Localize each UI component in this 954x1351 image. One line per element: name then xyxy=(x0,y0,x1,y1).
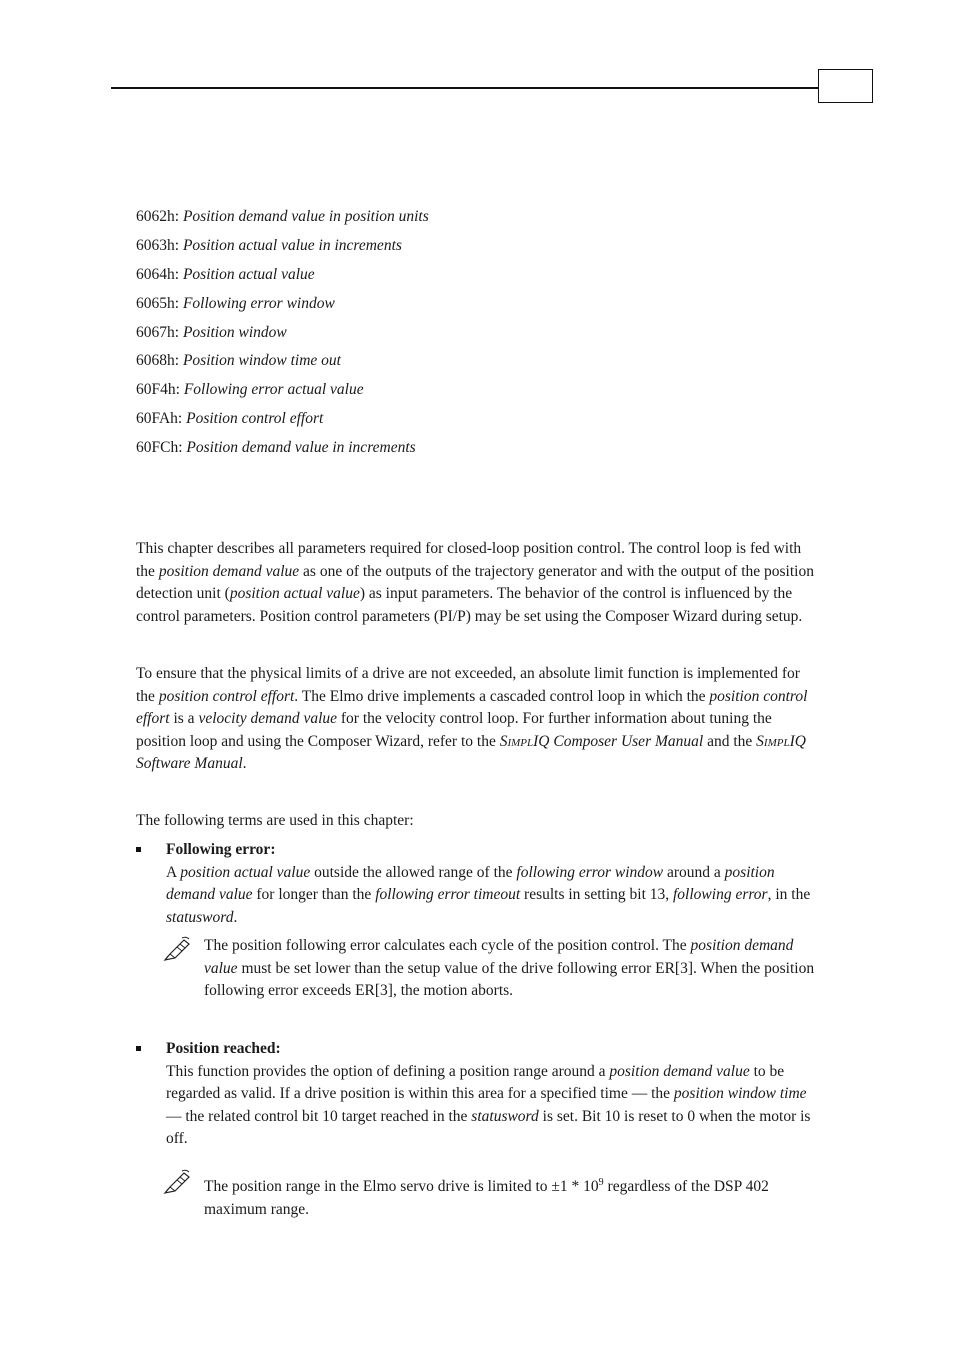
page-number-box xyxy=(818,69,873,103)
bullet-mark xyxy=(136,1046,141,1051)
bullet-title: Position reached: xyxy=(166,1040,281,1057)
list-item: 6063h: Position actual value in increments xyxy=(136,236,402,254)
list-item: 60FAh: Position control effort xyxy=(136,410,324,428)
list-item: 60F4h: Following error actual value xyxy=(136,381,364,399)
bullet-title: Following error: xyxy=(166,841,276,858)
note-pen-icon xyxy=(162,1168,192,1196)
intro-paragraph: This chapter describes all parameters required for closed-loop position control. The control loop is fed with the position demand value as one of the outputs of the trajectory generator and with the output of the position detection unit (position actual value) as input parameters. The behavior of the control is influenced by the control parameters. Position control parameters (PI/P) may be set using the Composer Wizard during setup. xyxy=(136,540,814,625)
note-following-error: The position following error calculates each cycle of the position control. The position demand value must be set lower than the setup value of the drive following error ER[3]. When the position following error exceeds ER[3], the motion aborts. xyxy=(162,935,822,1003)
list-item: 6064h: Position actual value xyxy=(136,265,315,283)
object-list xyxy=(136,205,429,465)
limit-paragraph: To ensure that the physical limits of a drive are not exceeded, an absolute limit function is implemented for the position control effort. The Elmo drive implements a cascaded control loop in which the position control effort is a velocity demand value for the velocity control loop. For further information about tuning the position loop and using the Composer Wizard, refer to the SimplIQ Composer User Manual and the SimplIQ Software Manual. xyxy=(136,665,808,772)
header-rule xyxy=(111,87,819,89)
bullet-following-error: Following error: A position actual value outside the allowed range of the following error window around a position demand value for longer than the following error timeout results in setting bit 13, following error, in the statusword. xyxy=(136,839,820,929)
note-position-range: The position range in the Elmo servo drive is limited to $\pm 1 * 10^9$ regardless of the DSP 402 maximum range. xyxy=(162,1168,822,1221)
bullet-position-reached: Position reached: This function provides the option of defining a position range around a position demand value to be regarded as valid. If a drive position is within this area for a specified time — the position window time — the related control bit 10 target reached in the statusword is set. Bit 10 is reset to 0 when the motor is off. xyxy=(136,1038,820,1151)
list-item: 6067h: Position window xyxy=(136,323,287,341)
note-pen-icon xyxy=(162,935,192,963)
list-item: 60FCh: Position demand value in increments xyxy=(136,439,416,457)
list-item: 6065h: Following error window xyxy=(136,294,335,312)
terms-intro: The following terms are used in this chapter: xyxy=(136,812,414,829)
list-item: 6062h: Position demand value in position units xyxy=(136,208,429,225)
list-item: 6068h: Position window time out xyxy=(136,352,341,370)
bullet-mark xyxy=(136,847,141,852)
